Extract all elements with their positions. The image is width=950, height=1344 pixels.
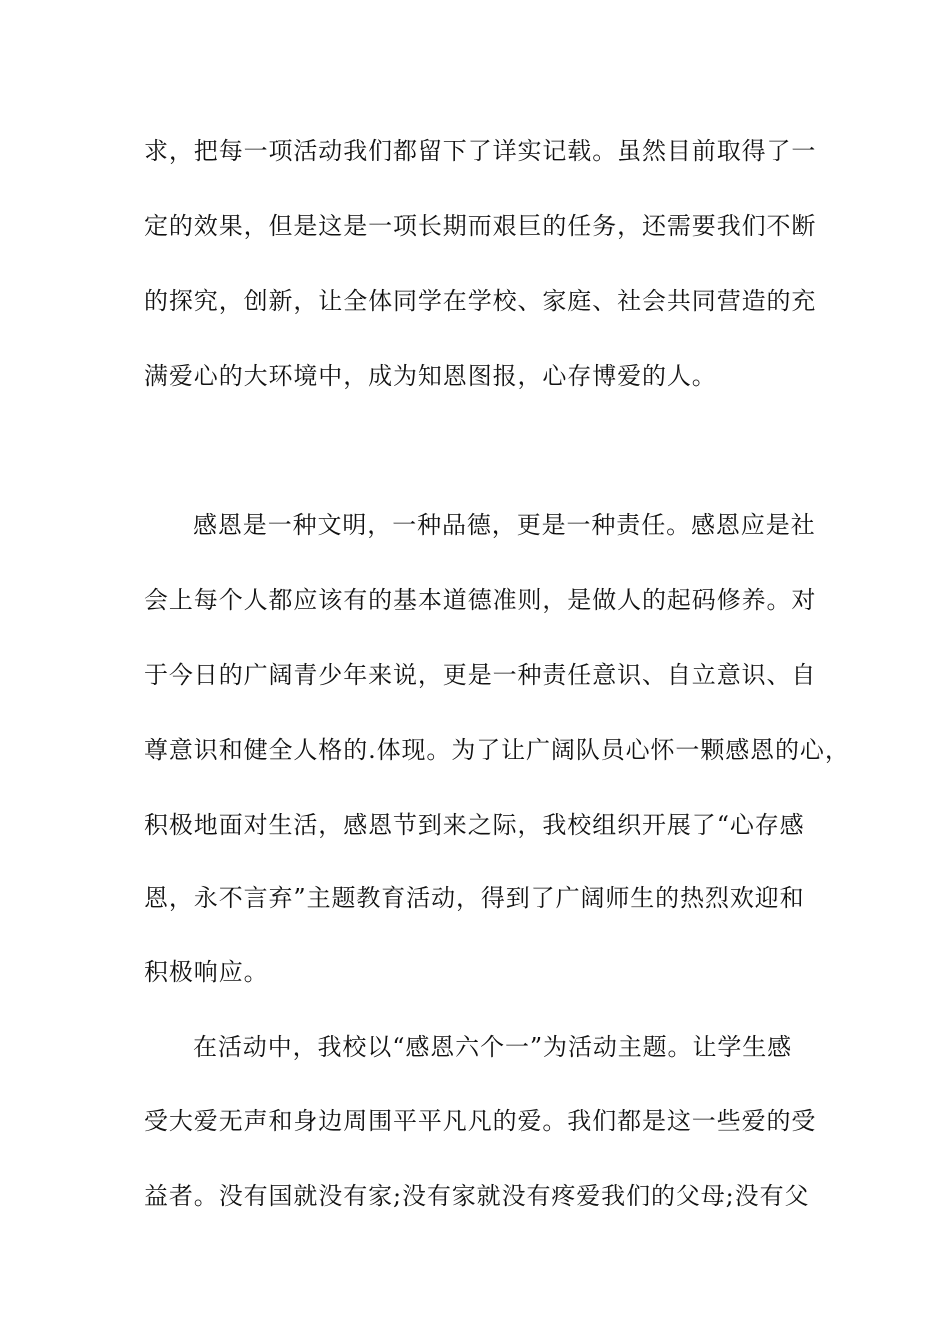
text-line: 恩，永不言弃”主题教育活动，得到了广阔师生的热烈欢迎和 bbox=[144, 884, 805, 912]
paragraph-first-line: 感恩是一种文明，一种品德，更是一种责任。感恩应是社 bbox=[193, 511, 816, 539]
text-line: 的探究，创新，让全体同学在学校、家庭、社会共同营造的充 bbox=[144, 287, 817, 315]
text-line: 积极响应。 bbox=[144, 958, 269, 986]
text-line: 于今日的广阔青少年来说，更是一种责任意识、自立意识、自 bbox=[144, 661, 817, 689]
text-line: 积极地面对生活，感恩节到来之际，我校组织开展了“心存感 bbox=[144, 811, 805, 839]
text-line: 受大爱无声和身边周围平平凡凡的爱。我们都是这一些爱的受 bbox=[144, 1107, 817, 1135]
text-line: 会上每个人都应该有的基本道德准则，是做人的起码修养。对 bbox=[144, 586, 817, 614]
text-line: 尊意识和健全人格的.体现。为了让广阔队员心怀一颗感恩的心， bbox=[144, 736, 850, 764]
text-line: 益者。没有国就没有家;没有家就没有疼爱我们的父母;没有父 bbox=[144, 1182, 810, 1210]
text-line: 求，把每一项活动我们都留下了详实记载。虽然目前取得了一 bbox=[144, 137, 817, 165]
text-line: 满爱心的大环境中，成为知恩图报，心存博爱的人。 bbox=[144, 362, 717, 390]
paragraph-first-line: 在活动中，我校以“感恩六个一”为活动主题。让学生感 bbox=[193, 1033, 793, 1061]
text-line: 定的效果，但是这是一项长期而艰巨的任务，还需要我们不断 bbox=[144, 212, 817, 240]
